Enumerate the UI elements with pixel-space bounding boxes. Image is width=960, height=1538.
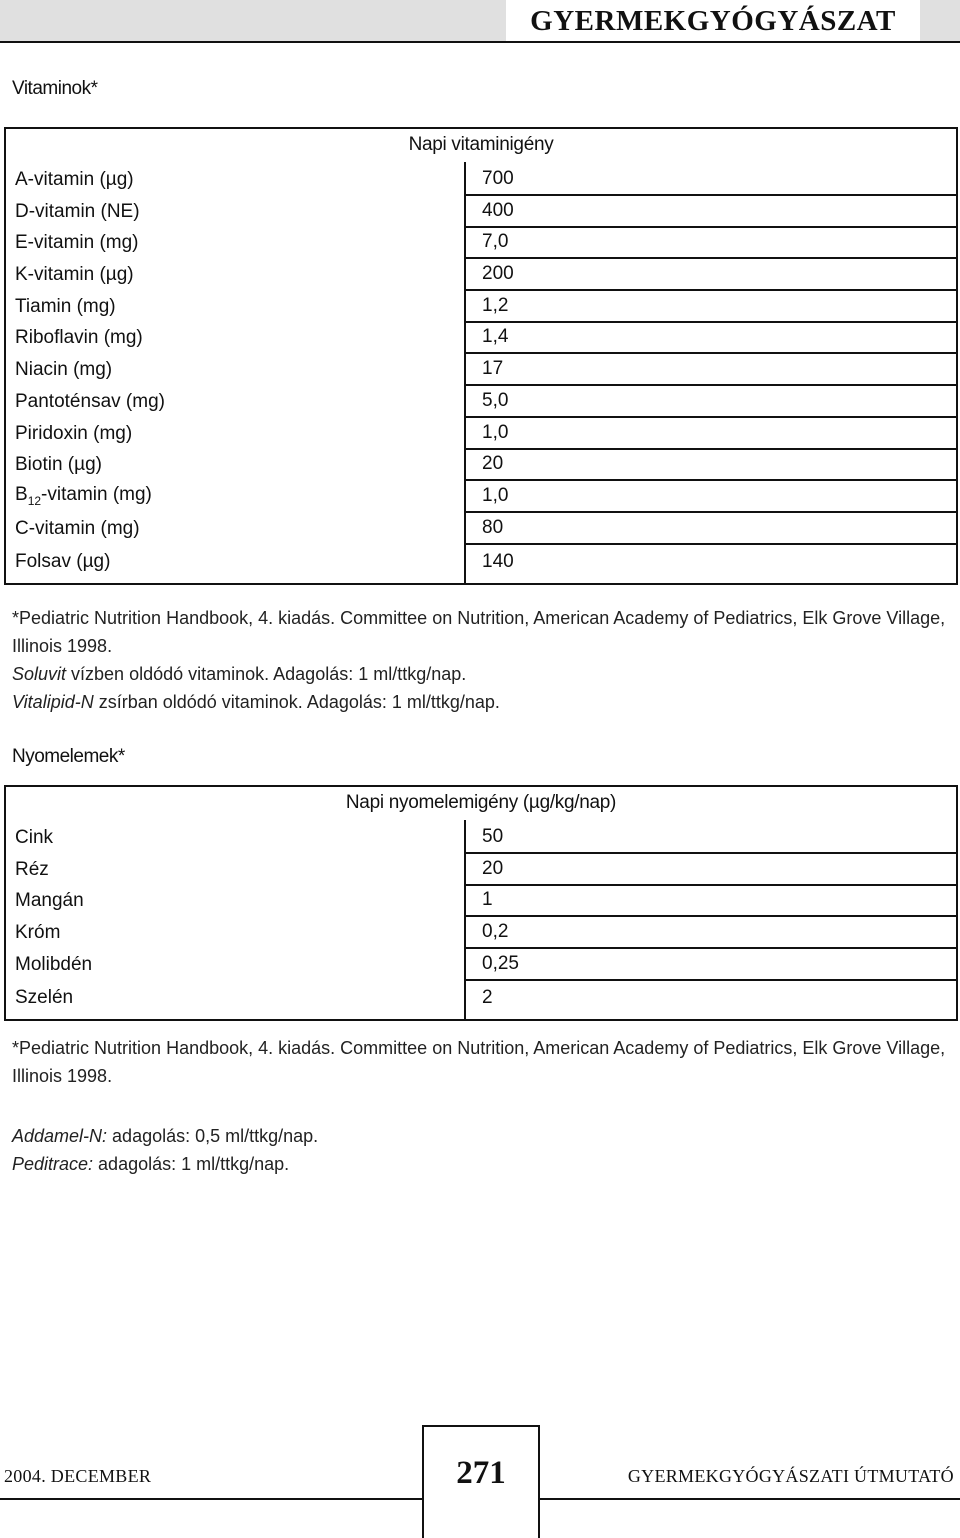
- table-row: [5, 322, 957, 354]
- table-row: [5, 544, 957, 584]
- vitalipid-text: zsírban oldódó vitaminok. Adagolás: 1 ml/ttkg/nap.: [93, 692, 500, 712]
- trace-row-name: Króm: [5, 916, 465, 948]
- table-row: [5, 449, 957, 481]
- vitamin-header-row: [5, 128, 957, 162]
- trace-column-header: Napi nyomelemigény (µg/kg/nap): [345, 792, 617, 813]
- journal-title: GYERMEKGYÓGYÁSZAT: [530, 5, 896, 37]
- vitamin-row-value: 700: [465, 162, 957, 195]
- vitamin-row-name: Folsav (µg): [5, 544, 465, 584]
- vitamin-row-name: C-vitamin (mg): [5, 512, 465, 544]
- vitamin-row-value: 17: [465, 353, 957, 385]
- vitalipid-note: [12, 688, 952, 716]
- header-rule: [0, 41, 960, 43]
- vitamin-row-value: 1,2: [465, 290, 957, 322]
- vitamin-row-name: $B_{12}$-vitamin (mg): [5, 480, 465, 512]
- vitamin-row-value: 200: [465, 258, 957, 290]
- vitamin-row-name: D-vitamin (NE): [5, 195, 465, 227]
- vitamin-row-name: Niacin (mg): [5, 353, 465, 385]
- trace-footnote: [12, 1034, 952, 1178]
- peditrace-note: [12, 1150, 952, 1178]
- vitamin-row-value: 400: [465, 195, 957, 227]
- vitalipid-name: Vitalipid-N: [12, 692, 94, 712]
- table-row: [5, 162, 957, 195]
- trace-row-name: Cink: [5, 820, 465, 853]
- addamel-name: Addamel-N:: [12, 1126, 108, 1146]
- soluvit-name: Soluvit: [12, 664, 67, 684]
- vitamins-table: [4, 127, 958, 585]
- page-number: 271: [456, 1455, 506, 1491]
- trace-section-title: Nyomelemek*: [12, 746, 125, 767]
- table-row: [5, 385, 957, 417]
- table-row: [5, 353, 957, 385]
- vitamin-row-value: 1,0: [465, 417, 957, 449]
- vitamin-row-name: K-vitamin (µg): [5, 258, 465, 290]
- vitamin-row-name: Pantoténsav (mg): [5, 385, 465, 417]
- trace-row-value: 0,2: [465, 916, 957, 948]
- vitamins-citation: *Pediatric Nutrition Handbook, 4. kiadás. Committee on Nutrition, American Academy of Pediatrics, Elk Grove Village, Illinois 1998.: [12, 608, 946, 656]
- vitamin-row-name: Riboflavin (mg): [5, 322, 465, 354]
- trace-row-name: Szelén: [5, 980, 465, 1020]
- vitamin-row-name: Tiamin (mg): [5, 290, 465, 322]
- table-row: [5, 853, 957, 885]
- addamel-note: [12, 1122, 952, 1150]
- footer-publication: GYERMEKGYÓGYÁSZATI ÚTMUTATÓ: [627, 1466, 954, 1486]
- trace-row-value: 2: [482, 986, 493, 1008]
- table-row: [5, 480, 957, 512]
- vitamin-row-value: 5,0: [465, 385, 957, 417]
- soluvit-note: [12, 660, 952, 688]
- table-row: [5, 227, 957, 259]
- trace-header-row: [5, 786, 957, 820]
- page-header: [0, 0, 960, 44]
- trace-row-value: 50: [465, 820, 957, 853]
- vitamin-row-name: Piridoxin (mg): [5, 417, 465, 449]
- table-row: [5, 820, 957, 853]
- vitamin-row-name: A-vitamin (µg): [5, 162, 465, 195]
- table-row: [5, 290, 957, 322]
- vitamins-footnote: [12, 604, 952, 716]
- vitamins-section-title: Vitaminok*: [12, 78, 98, 99]
- table-row: [5, 980, 957, 1020]
- table-row: [5, 417, 957, 449]
- trace-citation: *Pediatric Nutrition Handbook, 4. kiadás. Committee on Nutrition, American Academy of Pediatrics, Elk Grove Village, Illinois 1998.: [12, 1038, 946, 1086]
- table-row: [5, 916, 957, 948]
- vitamin-row-name: Biotin (µg): [5, 449, 465, 481]
- addamel-text: adagolás: 0,5 ml/ttkg/nap.: [107, 1126, 319, 1146]
- table-row: [5, 885, 957, 917]
- trace-row-name: Réz: [5, 853, 465, 885]
- soluvit-text: vízben oldódó vitaminok. Adagolás: 1 ml/ttkg/nap.: [66, 664, 467, 684]
- table-row: [5, 195, 957, 227]
- vitamin-row-value: 1,4: [465, 322, 957, 354]
- header-shade-left: [0, 0, 506, 42]
- table-row: [5, 948, 957, 980]
- vitamin-row-value: 80: [465, 512, 957, 544]
- trace-row-value: 1: [465, 885, 957, 917]
- trace-row-value: 20: [465, 853, 957, 885]
- footer-date: 2004. DECEMBER: [4, 1466, 152, 1486]
- peditrace-text: adagolás: 1 ml/ttkg/nap.: [93, 1154, 290, 1174]
- vitamin-column-header: Napi vitaminigény: [408, 134, 554, 155]
- vitamin-row-value: 140: [482, 550, 514, 572]
- header-shade-right: [920, 0, 960, 42]
- vitamin-row-value: 7,0: [465, 227, 957, 259]
- trace-row-value: 0,25: [465, 948, 957, 980]
- peditrace-name: Peditrace:: [12, 1154, 94, 1174]
- table-row: [5, 258, 957, 290]
- trace-row-name: Molibdén: [5, 948, 465, 980]
- vitamin-row-value: 1,0: [465, 480, 957, 512]
- vitamin-row-value: 20: [465, 449, 957, 481]
- trace-row-name: Mangán: [5, 885, 465, 917]
- trace-elements-table: [4, 785, 958, 1021]
- table-row: [5, 512, 957, 544]
- vitamin-row-name: E-vitamin (mg): [5, 227, 465, 259]
